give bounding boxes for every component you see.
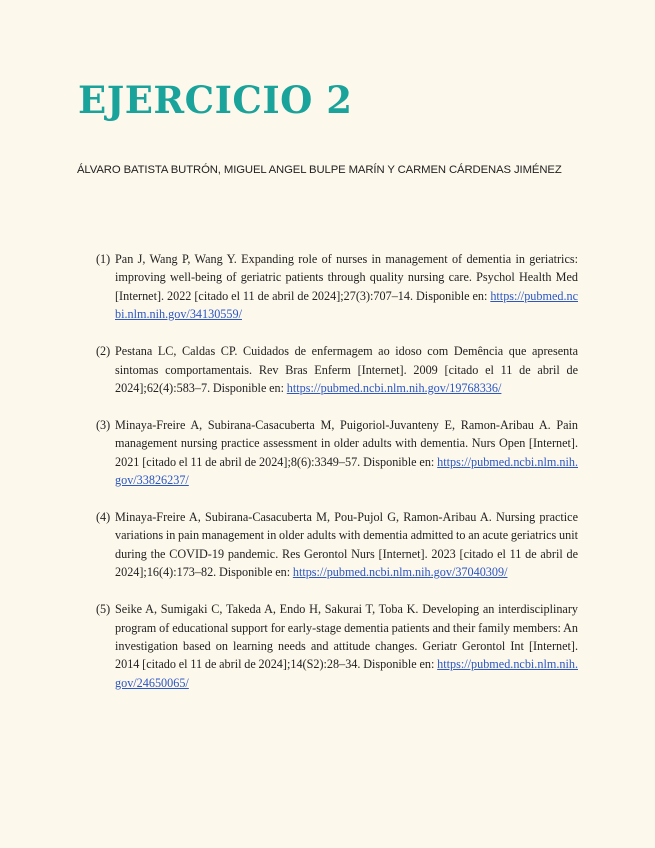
reference-item [96,250,578,324]
reference-link[interactable]: https://pubmed.ncbi.nlm.nih.gov/34130559/ [115,288,579,322]
reference-number: (2) [96,344,111,359]
reference-number: (3) [96,417,111,432]
reference-link[interactable]: https://pubmed.ncbi.nlm.nih.gov/19768336/ [286,380,502,395]
reference-item [96,342,578,397]
reference-number: (1) [96,252,111,266]
reference-citation: Minaya-Freire A, Subirana-Casacuberta M, Puigoriol-Juvanteny E, Ramon-Aribau A. Pain management nursing practice assessment in older adults with dementia. Nurs Open [Internet]. 2021 [citado el 11 de abril de 2024];8(6):3349–57. Disponible en: [115,417,578,469]
reference-item [96,508,578,582]
reference-item [96,600,578,692]
reference-number: (4) [96,509,111,524]
reference-citation: Pestana LC, Caldas CP. Cuidados de enfermagem ao idoso com Demência que apresenta sintomas comportamentais. Rev Bras Enferm [Internet]. 2009 [citado el 11 de abril de 2024];62(4):583–7. Disponible en: [115,344,578,395]
authors-line: ÁLVARO BATISTA BUTRÓN, MIGUEL ANGEL BULPE MARÍN Y CARMEN CÁRDENAS JIMÉNEZ [77,164,562,176]
reference-text [115,342,578,397]
reference-citation: Seike A, Sumigaki C, Takeda A, Endo H, Sakurai T, Toba K. Developing an interdisciplinary program of educational support for early-stage dementia patients and their family members: An investigation based on learning needs and attitude changes. Geriatr Gerontol Int [Internet]. 2014 [citado el 11 de abril de 2024];14(S2):28–34. Disponible en: [115,602,578,672]
reference-text [115,250,578,324]
reference-link[interactable]: https://pubmed.ncbi.nlm.nih.gov/24650065/ [115,657,578,690]
reference-citation: Minaya-Freire A, Subirana-Casacuberta M, Pou-Pujol G, Ramon-Aribau A. Nursing practice variations in pain management in older adults with dementia admitted to an acute geriatrics unit during the COVID-19 pandemic. Res Gerontol Nurs [Internet]. 2023 [citado el 11 de abril de 2024];16(4):173–82. Disponible en: [115,509,578,580]
reference-text [115,508,578,582]
reference-citation: Pan J, Wang P, Wang Y. Expanding role of nurses in management of dementia in geriatrics: improving well-being of geriatric patients through quality nursing care. Psychol Health Med [Internet]. 2022 [citado el 11 de abril de 2024];27(3):707–14. Disponible en: [115,252,578,303]
reference-text [115,600,578,692]
reference-link[interactable]: https://pubmed.ncbi.nlm.nih.gov/37040309/ [292,565,508,580]
reference-item [96,416,578,490]
page-title: EJERCICIO 2 [78,78,353,122]
reference-list [96,250,578,711]
reference-link[interactable]: https://pubmed.ncbi.nlm.nih.gov/33826237/ [115,454,578,488]
reference-text [115,416,578,490]
reference-number: (5) [96,602,111,617]
